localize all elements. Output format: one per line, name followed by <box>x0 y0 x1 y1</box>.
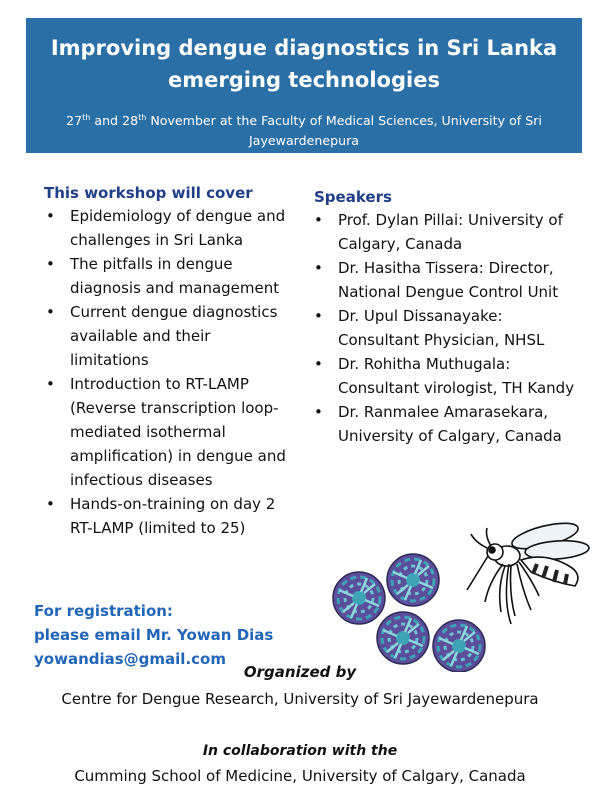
bullet-icon: • <box>46 207 55 225</box>
bullet-icon: • <box>314 259 323 277</box>
bullet-icon: • <box>46 495 55 513</box>
list-item-text: Hands-on-training on day 2 RT-LAMP (limited to 25) <box>70 495 276 537</box>
list-item-text: The pitfalls in dengue diagnosis and management <box>70 255 280 297</box>
bullet-icon: • <box>314 355 323 373</box>
bullet-icon: • <box>314 307 323 325</box>
speaker-text: Prof. Dylan Pillai: University of Calgary, Canada <box>338 211 563 253</box>
registration-label: For registration: <box>34 602 173 620</box>
bullet-icon: • <box>46 303 55 321</box>
date-day1-suffix: th <box>82 113 91 122</box>
list-item <box>314 208 584 256</box>
date-and: and <box>90 113 123 129</box>
poster-title-line2: emerging technologies <box>168 68 440 92</box>
mosquito-icon <box>467 518 590 624</box>
list-item <box>44 492 289 540</box>
list-item-text: Introduction to RT-LAMP (Reverse transcription loop-mediated isothermal amplification) in dengue and infectious diseases <box>70 375 286 489</box>
list-item <box>44 372 289 492</box>
collaboration-label: In collaboration with the <box>202 743 398 759</box>
list-item <box>44 252 289 300</box>
event-date-venue <box>26 108 582 151</box>
speaker-text: Dr. Ranmalee Amarasekara, University of Calgary, Canada <box>338 403 562 445</box>
dengue-virus-icon <box>387 554 439 606</box>
list-item <box>44 300 289 372</box>
collaborator-name: Cumming School of Medicine, University of Calgary, Canada <box>74 767 526 785</box>
list-item <box>314 400 584 448</box>
date-day2: 28 <box>122 113 139 129</box>
registration-contact: please email Mr. Yowan Dias <box>34 626 274 644</box>
organized-by-label: Organized by <box>243 663 357 681</box>
dengue-virus-icon <box>377 612 429 664</box>
poster-title-line1: Improving dengue diagnostics in Sri Lanka <box>50 36 558 60</box>
speaker-text: Dr. Upul Dissanayake: Consultant Physician, NHSL <box>338 307 545 349</box>
bullet-icon: • <box>46 255 55 273</box>
venue-text: November at the Faculty of Medical Sciences, University of Sri Jayewardenepura <box>146 113 542 149</box>
bullet-icon: • <box>314 403 323 421</box>
speaker-text: Dr. Rohitha Muthugala: Consultant virologist, TH Kandy <box>338 355 575 397</box>
bullet-icon: • <box>46 375 55 393</box>
list-item <box>314 256 584 304</box>
workshop-section <box>44 182 289 540</box>
title-banner <box>26 18 582 153</box>
registration-info <box>34 599 273 671</box>
list-item <box>314 304 584 352</box>
workshop-list <box>44 204 289 540</box>
speaker-text: Dr. Hasitha Tissera: Director, National Dengue Control Unit <box>338 259 559 301</box>
date-day1: 27 <box>66 113 83 129</box>
poster-title <box>26 32 582 96</box>
dengue-illustration <box>325 512 593 672</box>
list-item-text: Epidemiology of dengue and challenges in Sri Lanka <box>70 207 286 249</box>
dengue-virus-icon <box>333 572 385 624</box>
registration-email[interactable]: yowandias@gmail.com <box>34 650 226 668</box>
speakers-list <box>314 208 584 448</box>
speakers-heading: Speakers <box>314 188 392 206</box>
list-item <box>314 352 584 400</box>
bullet-icon: • <box>314 211 323 229</box>
speakers-section <box>314 186 584 448</box>
date-day2-suffix: th <box>138 113 147 122</box>
list-item-text: Current dengue diagnostics available and their limitations <box>70 303 278 369</box>
workshop-heading: This workshop will cover <box>44 184 253 202</box>
organizer-name: Centre for Dengue Research, University of Sri Jayewardenepura <box>61 690 539 708</box>
list-item <box>44 204 289 252</box>
